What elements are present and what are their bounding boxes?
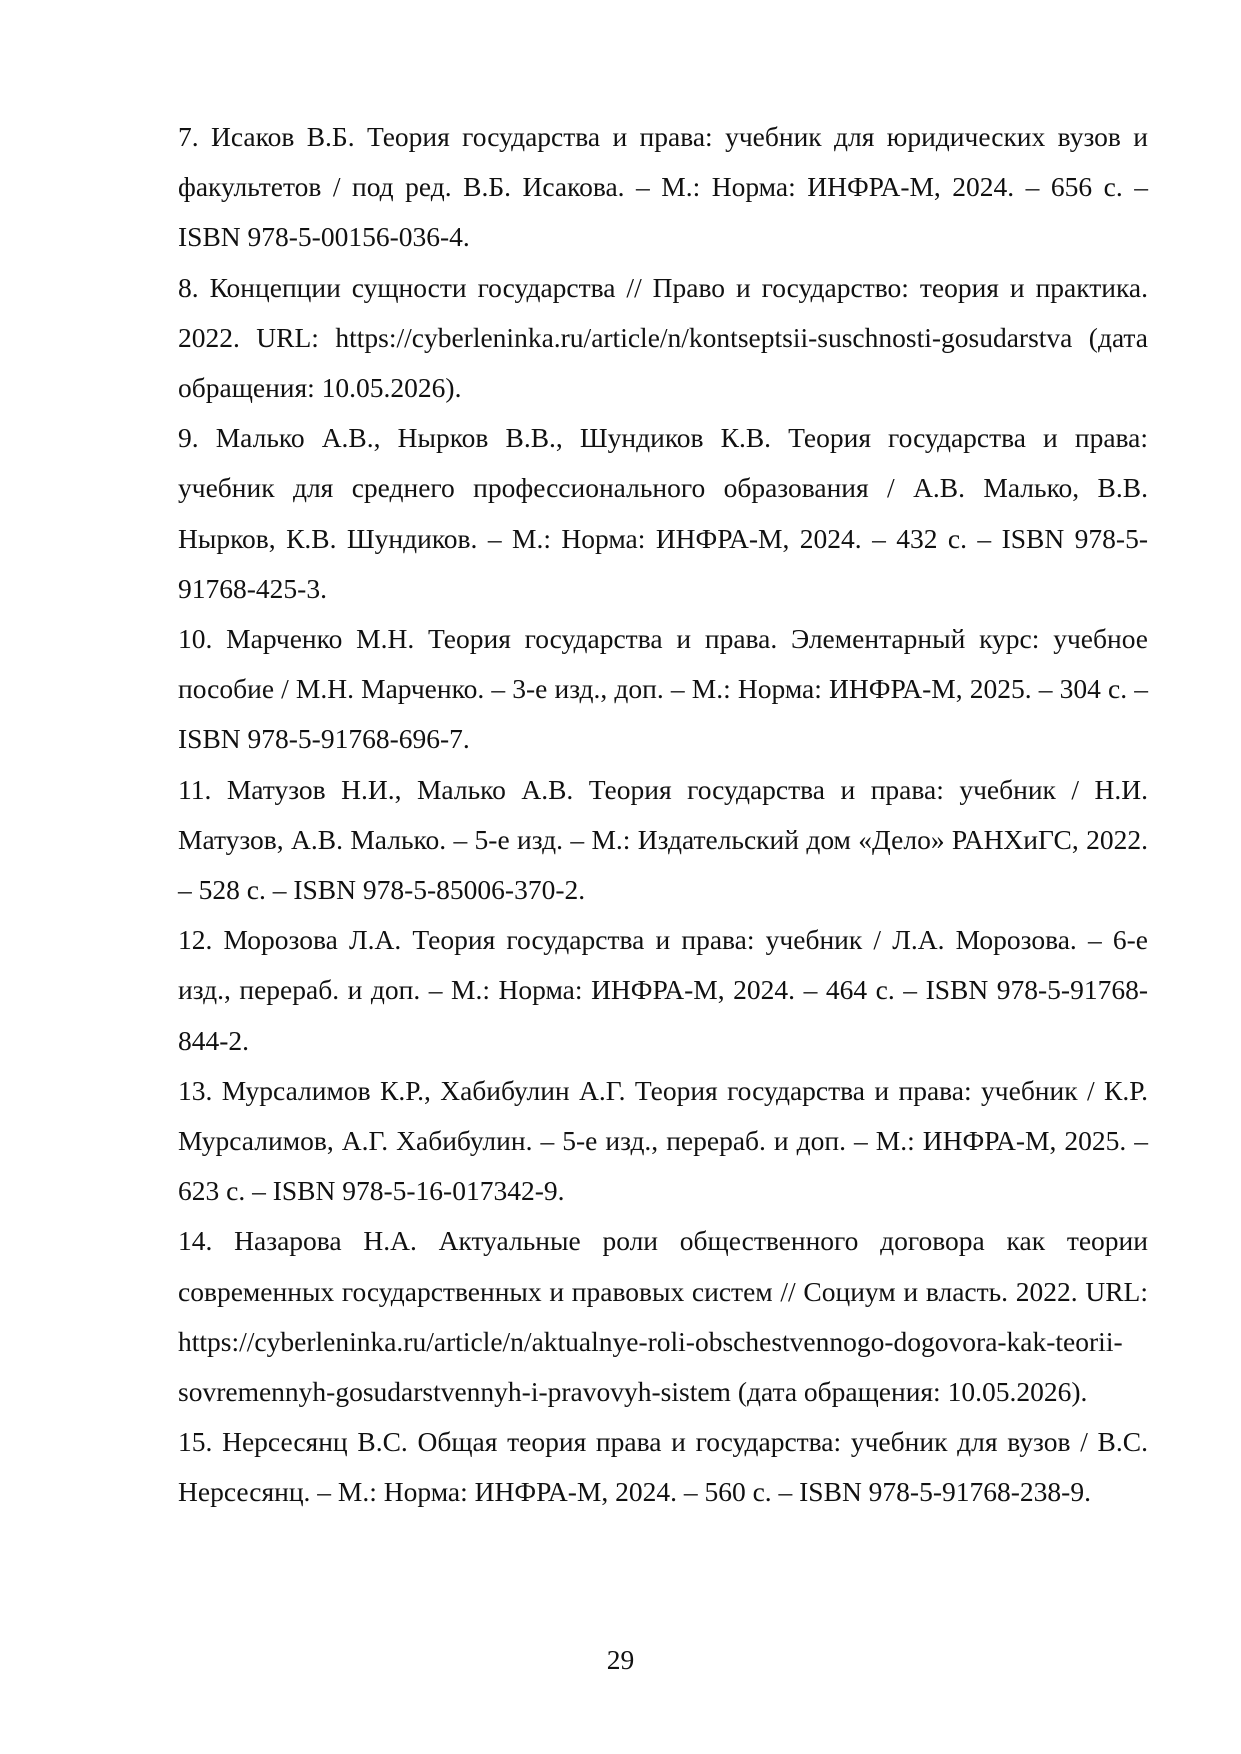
- reference-list: [178, 112, 1148, 1518]
- page-number: 29: [606, 1644, 635, 1675]
- reference-item-8: 8. Концепции сущности государства // Право и государство: теория и практика. 2022. URL: https://cyberleninka.ru/article/n/kontseptsii-suschnosti-gosudarstva (дата обращения: 10.05.2026).: [178, 271, 1148, 404]
- reference-item-15: 15. Нерсесянц В.С. Общая теория права и государства: учебник для вузов / В.С. Нерсесянц. – М.: Норма: ИНФРА-М, 2024. – 560 с. – ISBN 978-5-91768-238-9.: [178, 1426, 1148, 1508]
- reference-item-10: 10. Марченко М.Н. Теория государства и права. Элементарный курс: учебное пособие / М.Н. Марченко. – 3-е изд., доп. – М.: Норма: ИНФРА-М, 2025. – 304 с. – ISBN 978-5-91768-696-7.: [178, 623, 1148, 755]
- reference-item-7: 7. Исаков В.Б. Теория государства и права: учебник для юридических вузов и факультетов / под ред. В.Б. Исакова. – М.: Норма: ИНФРА-М, 2024. – 656 с. – ISBN 978-5-00156-036-4.: [178, 121, 1148, 253]
- reference-item-9: 9. Малько А.В., Нырков В.В., Шундиков К.В. Теория государства и права: учебник для среднего профессионального образования / А.В. Малько, В.В. Нырков, К.В. Шундиков. – М.: Норма: ИНФРА-М, 2024. – 432 с. – ISBN 978-5-91768-425-3.: [178, 422, 1148, 604]
- reference-item-12: 12. Морозова Л.А. Теория государства и права: учебник / Л.А. Морозова. – 6-е изд., перераб. и доп. – М.: Норма: ИНФРА-М, 2024. – 464 с. – ISBN 978-5-91768-844-2.: [178, 924, 1148, 1056]
- reference-item-13: 13. Мурсалимов К.Р., Хабибулин А.Г. Теория государства и права: учебник / К.Р. Мурсалимов, А.Г. Хабибулин. – 5-е изд., перераб. и доп. – М.: ИНФРА-М, 2025. – 623 с. – ISBN 978-5-16-017342-9.: [178, 1074, 1148, 1207]
- reference-item-11: 11. Матузов Н.И., Малько А.В. Теория государства и права: учебник / Н.И. Матузов, А.В. Малько. – 5-е изд. – М.: Издательский дом «Дело» РАНХиГС, 2022. – 528 с. – ISBN 978-5-85006-370-2.: [178, 773, 1148, 906]
- reference-item-14: 14. Назарова Н.А. Актуальные роли общественного договора как теории современных государственных и правовых систем // Социум и власть. 2022. URL: https://cyberleninka.ru/article/n/aktualnye-roli-obschestvennogo-dogovora-kak-teorii-sovremennyh-gosudarstvennyh-i-pravovyh-sistem (дата обращения: 10.05.2026).: [178, 1225, 1148, 1408]
